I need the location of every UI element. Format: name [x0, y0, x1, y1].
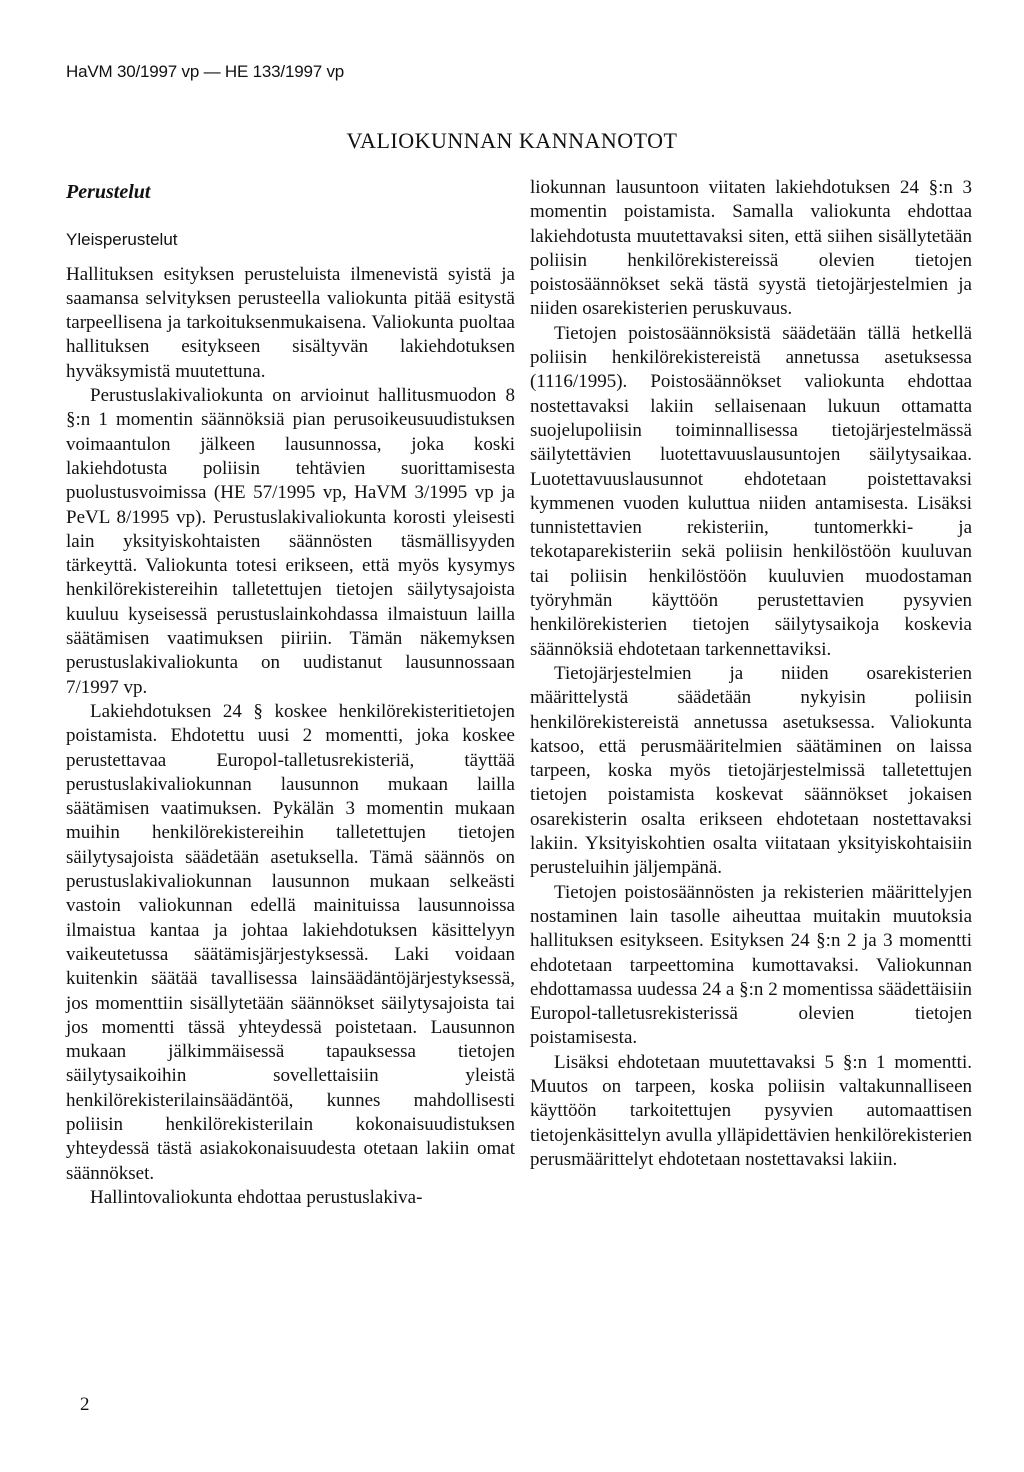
subheading-yleisperustelut: Yleisperustelut: [66, 230, 178, 250]
paragraph: Hallituksen esityksen perusteluista ilmenevistä syistä ja saamansa selvityksen perusteella valiokunta pitää esitystä tarpeellisena ja tarkoituksenmukaisena. Valiokunta puoltaa hallituksen esitykseen sisältyvän lakiehdotuksen hyväksymistä muutettuna.: [66, 263, 515, 382]
paragraph: Lisäksi ehdotetaan muutettavaksi 5 §:n 1 momentti. Muutos on tarpeen, koska poliisin valtakunnalliseen käyttöön tarkoitettujen pysyvien automaattisen tietojenkäsittelyn avulla ylläpidettävien henkilörekisterien perusmäärittelyt ehdotetaan nostettavaksi lakiin.: [530, 1051, 972, 1170]
paragraph: Tietojärjestelmien ja niiden osarekisterien määrittelystä säädetään nykyisin poliisin henkilörekistereistä annetussa asetuksessa. Valiokunta katsoo, että perusmääritelmien säätäminen on laissa tarpeen, koska myös tietojärjestelmissä talletettujen tietojen poistamista koskevat säännökset jokaisen osarekisterin osalta erikseen ehdotetaan nostettavaksi lakiin. Yksityiskohtien osalta viitataan yksityiskohtaisiin perusteluihin jäljempänä.: [530, 662, 972, 879]
paragraph: Lakiehdotuksen 24 § koskee henkilörekisteritietojen poistamista. Ehdotettu uusi 2 momentti, joka koskee perustettavaa Europol-talletusrekisteriä, täyttää perustuslakivaliokunnan lausunnon mukaan lailla säätämisen vaatimuksen. Pykälän 3 momentin mukaan muihin henkilörekistereihin talletettujen tietojen säilytysajoista säädetään asetuksella. Tämä säännös on perustuslakivaliokunnan lausunnon mukaan selkeästi vastoin valiokunnan edellä mainituissa lausunnoissa ilmaistua kantaa ja johtaa lakiehdotuksen käsittelyyn vaikeutetussa säätämisjärjestyksessä. Laki voidaan kuitenkin säätää tavallisessa lainsäädäntöjärjestyksessä, jos momenttiin sisällytetään säännökset säilytysajoista tai jos momentti tässä yhteydessä poistetaan. Lausunnon mukaan jälkimmäisessä tapauksessa tietojen säilytysaikoihin sovellettaisiin yleistä henkilörekisterilainsäädäntöä, kunnes mahdollisesti poliisin henkilörekisterilain kokonaisuudistuksen yhteydessä tästä asiakokonaisuudesta otetaan lakiin omat säännökset.: [66, 700, 515, 1184]
paragraph: Tietojen poistosäännöksistä säädetään tällä hetkellä poliisin henkilörekistereistä annetussa asetuksessa (1116/1995). Poistosäännökset valiokunta ehdottaa nostettavaksi lakiin sellaisenaan lukuun ottamatta suojelupoliisin toiminnallisessa tietojärjestelmässä säilytettävien luotettavuuslausuntojen säilytysaikaa. Luotettavuuslausunnot ehdotetaan poistettavaksi kymmenen vuoden kuluttua niiden antamisesta. Lisäksi tunnistettavien rekisteriin, tuntomerkki- ja tekotaparekisteriin sekä poliisin henkilöstöön kuuluvan tai poliisin henkilöstöön kuuluvien muodostaman työryhmän käyttöön perustettavien pysyvien henkilörekisterien tietojen säilytysaikoja koskevia säännöksiä ehdotetaan tarkennettaviksi.: [530, 322, 972, 660]
page-number: 2: [80, 1394, 90, 1415]
running-head: HaVM 30/1997 vp — HE 133/1997 vp: [66, 62, 345, 81]
paragraph: Hallintovaliokunta ehdottaa perustuslakiva-: [90, 1186, 423, 1208]
section-title: VALIOKUNNAN KANNANOTOT: [346, 128, 678, 153]
right-column: [530, 176, 972, 1172]
paragraph: Perustuslakivaliokunta on arvioinut hallitusmuodon 8 §:n 1 momentin säännöksiä pian perusoikeusuudistuksen voimaantulon jälkeen lausunnossa, joka koski lakiehdotusta poliisin tehtävien suorittamisesta puolustusvoimissa (HE 57/1995 vp, HaVM 3/1995 vp ja PeVL 8/1995 vp). Perustuslakivaliokunta korosti yleisesti lain yksityiskohtaisten säännösten täsmällisyyden tärkeyttä. Valiokunta totesi erikseen, että myös kysymys henkilörekistereihin talletettujen tietojen säilytysajoista kuuluu kyseisessä perustuslainkohdassa ilmaistuun lailla säätämisen vaatimuksen piiriin. Tämän näkemyksen perustuslakivaliokunta on uudistanut lausunnossaan 7/1997 vp.: [66, 385, 515, 698]
heading-perustelut: Perustelut: [66, 181, 151, 203]
left-column: [66, 176, 515, 1210]
paragraph: liokunnan lausuntoon viitaten lakiehdotuksen 24 §:n 3 momentin poistamista. Samalla valiokunta ehdottaa lakiehdotusta muutettavaksi siten, että siihen sisällytetään poliisin henkilörekistereissä olevien tietojen poistosäännökset sekä tästä syystä tietojärjestelmien ja niiden osarekisterien peruskuvaus.: [530, 177, 972, 320]
paragraph: Tietojen poistosäännösten ja rekisterien määrittelyjen nostaminen lain tasolle aiheuttaa muitakin muutoksia hallituksen esitykseen. Esityksen 24 §:n 2 ja 3 momentti ehdotetaan tarpeettomina kumottavaksi. Valiokunnan ehdottamassa uudessa 24 a §:n 2 momentissa säädettäisiin Europol-talletusrekisterissä olevien tietojen poistamisesta.: [530, 881, 972, 1049]
